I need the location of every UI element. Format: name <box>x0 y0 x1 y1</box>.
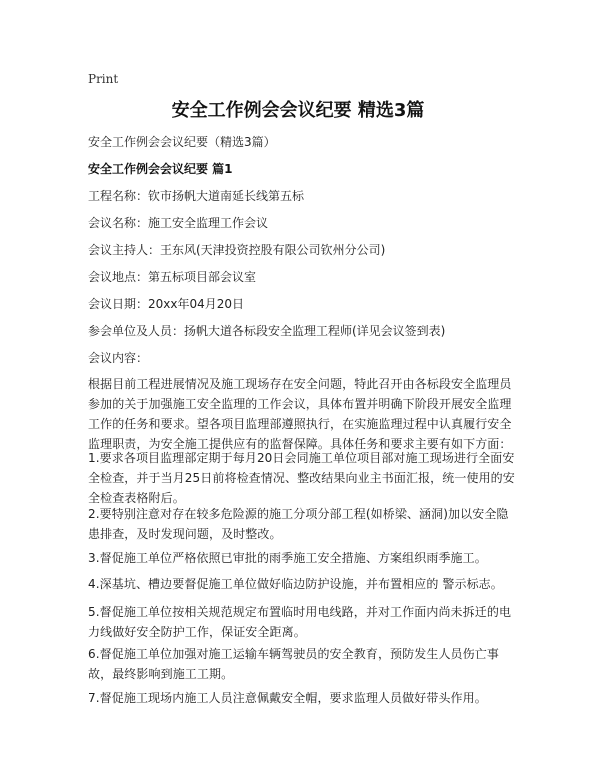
list-item: 5.督促施工单位按相关规范规定布置临时用电线路，并对工作面内尚未拆迁的电力线做好安全防护工作，保证安全距离。 <box>88 605 512 639</box>
list-item: 7.督促施工现场内施工人员注意佩戴安全帽，要求监理人员做好带头作用。 <box>88 691 487 705</box>
subtitle: 安全工作例会会议纪要（精选3篇） <box>88 135 276 149</box>
meeting-host: 会议主持人：王东风(天津投资控股有限公司钦州分公司) <box>88 243 386 257</box>
meeting-name: 会议名称：施工安全监理工作会议 <box>88 216 269 230</box>
print-label: Print <box>88 72 119 86</box>
meeting-location: 会议地点：第五标项目部会议室 <box>88 270 257 284</box>
list-item: 4.深基坑、槽边要督促施工单位做好临边防护设施，并布置相应的 警示标志。 <box>88 577 503 591</box>
project-name: 工程名称：钦市扬帆大道南延长线第五标 <box>88 189 305 203</box>
intro-paragraph: 根据目前工程进展情况及施工现场存在安全问题，特此召开由各标段安全监理员参加的关于加强施工安全监理的工作会议，具体布置并明确下阶段开展安全监理工作的任务和要求。望各项目监理部遵照执行，在实施监理过程中认真履行安全监理职责，为安全施工提供应有的监督保障。具体任务和要求主要有如下方面： <box>88 377 512 451</box>
list-item: 2.要特别注意对存在较多危险源的施工分项分部工程(如桥梁、涵洞)加以安全隐患排查，及时发现问题，及时整改。 <box>88 507 509 541</box>
attendees: 参会单位及人员：扬帆大道各标段安全监理工程师(详见会议签到表) <box>88 324 446 338</box>
list-item: 1.要求各项目监理部定期于每月20日会同施工单位项目部对施工现场进行全面安全检查，并于当月25日前将检查情况、整改结果向业主书面汇报，统一使用的安全检查表格附后。 <box>88 451 515 505</box>
section-heading: 安全工作例会会议纪要 篇1 <box>88 162 233 176</box>
list-item: 3.督促施工单位严格依照已审批的雨季施工安全措施、方案组织雨季施工。 <box>88 551 487 565</box>
meeting-date: 会议日期：20xx年04月20日 <box>88 297 245 311</box>
list-item: 6.督促施工单位加强对施工运输车辆驾驶员的安全教育，预防发生人员伤亡事故，最终影响到施工工期。 <box>88 647 499 681</box>
content-label: 会议内容： <box>88 351 149 365</box>
page-title: 安全工作例会会议纪要 精选3篇 <box>171 100 425 121</box>
